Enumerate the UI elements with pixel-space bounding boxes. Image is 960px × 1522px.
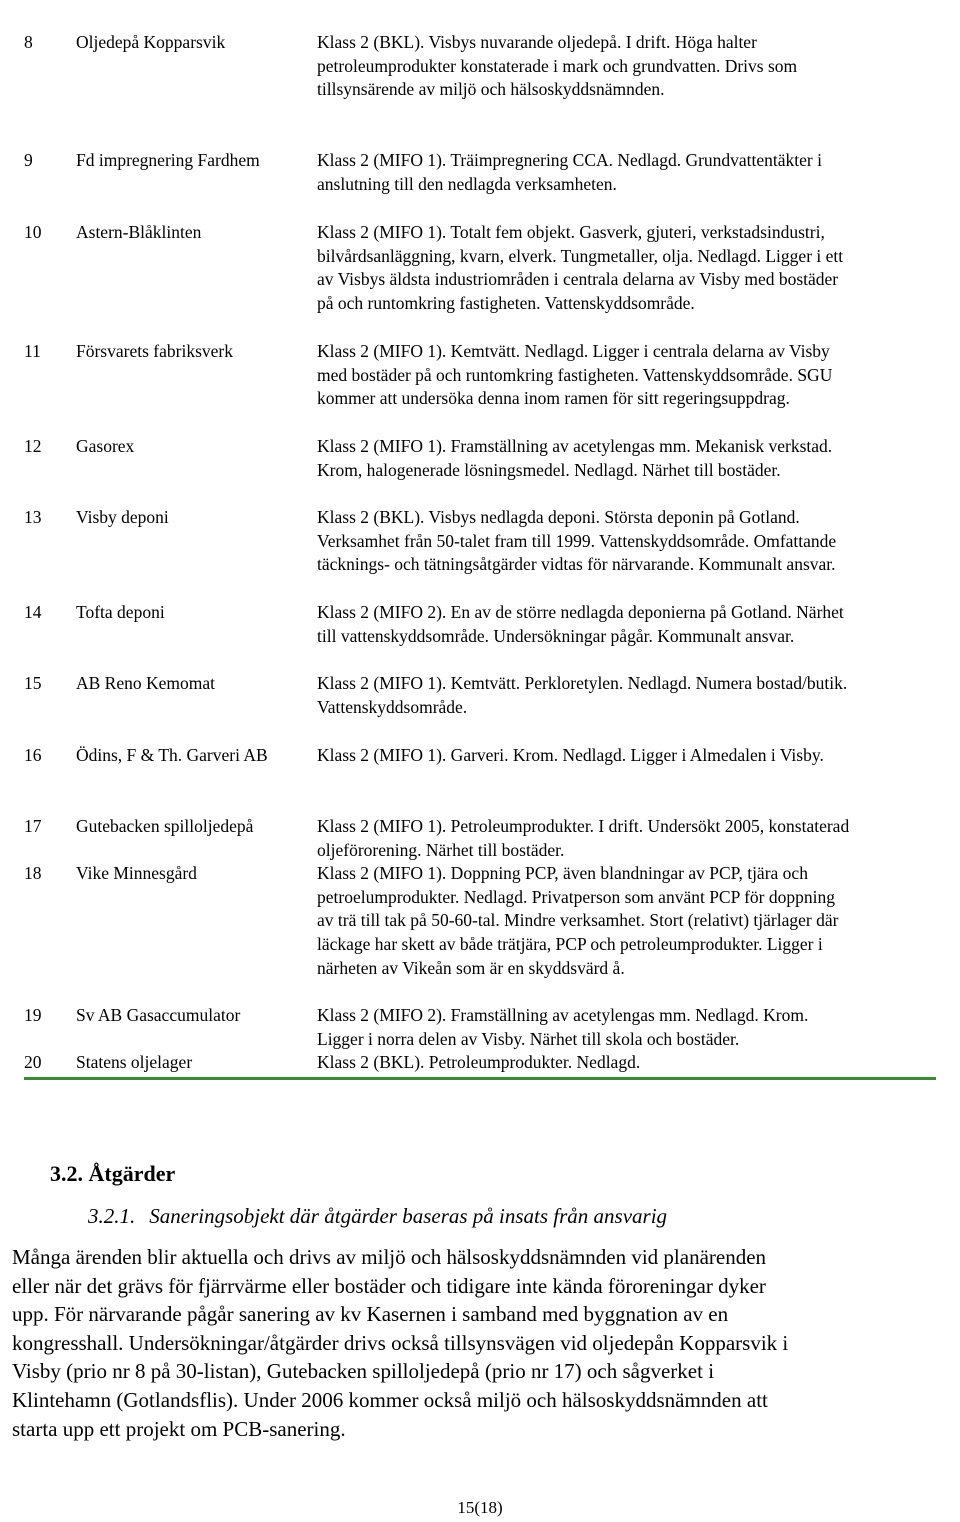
description-line: till vattenskyddsområde. Undersökningar pågår. Kommunalt ansvar. [317, 625, 795, 646]
description-line: Klass 2 (MIFO 1). Kemtvätt. Perkloretylen. Nedlagd. Numera bostad/butik. [317, 673, 848, 693]
description-line: Klass 2 (BKL). Visbys nuvarande oljedepå. I drift. Höga halter [317, 32, 757, 52]
site-name: AB Reno Kemomat [76, 673, 216, 693]
paragraph-line: Klintehamn (Gotlandsflis). Under 2006 kommer också miljö och hälsoskyddsnämnden att [12, 1387, 768, 1412]
row-number: 14 [24, 602, 42, 622]
site-description [317, 340, 957, 411]
site-name: Visby deponi [76, 507, 169, 527]
paragraph-line: upp. För närvarande pågår sanering av kv Kasernen i samband med byggnation av en [12, 1302, 729, 1327]
row-number: 19 [24, 1005, 42, 1025]
site-description [317, 506, 957, 577]
description-line: Klass 2 (MIFO 1). Petroleumprodukter. I drift. Undersökt 2005, konstaterad [317, 816, 850, 836]
description-line: Verksamhet från 50-talet fram till 1999. Vattenskyddsområde. Omfattande [317, 530, 837, 551]
row-number: 15 [24, 673, 42, 693]
row-number: 16 [24, 745, 42, 765]
paragraph-line: starta upp ett projekt om PCB-sanering. [12, 1416, 346, 1441]
site-description [317, 862, 957, 981]
description-line: Klass 2 (MIFO 1). Garveri. Krom. Nedlagd. Ligger i Almedalen i Visby. [317, 745, 824, 765]
section-heading: 3.2. Åtgärder [50, 1161, 176, 1186]
site-name: Gasorex [76, 436, 135, 456]
row-number: 17 [24, 816, 42, 836]
description-line: med bostäder på och runtomkring fastigheten. Vattenskyddsområde. SGU [317, 364, 833, 385]
subsection-title: Saneringsobjekt där åtgärder baseras på insats från ansvarig [149, 1204, 668, 1228]
site-name: Astern-Blåklinten [76, 222, 202, 242]
row-number: 18 [24, 863, 42, 883]
subsection-number: 3.2.1. [88, 1204, 136, 1228]
description-line: Klass 2 (MIFO 1). Totalt fem objekt. Gasverk, gjuteri, verkstadsindustri, [317, 222, 825, 242]
site-name: Sv AB Gasaccumulator [76, 1005, 241, 1025]
site-name: Oljedepå Kopparsvik [76, 32, 226, 52]
description-line: på och runtomkring fastigheten. Vattenskyddsområde. [317, 293, 695, 314]
description-line: Klass 2 (MIFO 2). Framställning av acetylengas mm. Nedlagd. Krom. [317, 1005, 809, 1025]
site-name: Försvarets fabriksverk [76, 341, 233, 361]
description-line: Klass 2 (MIFO 1). Framställning av acetylengas mm. Mekanisk verkstad. [317, 436, 833, 456]
row-number: 13 [24, 507, 42, 527]
description-line: Klass 2 (MIFO 2). En av de större nedlagda deponierna på Gotland. Närhet [317, 602, 844, 622]
site-description [317, 601, 957, 648]
description-line: Krom, halogenerade lösningsmedel. Nedlagd. Närhet till bostäder. [317, 459, 781, 480]
description-line: anslutning till den nedlagda verksamheten. [317, 173, 617, 194]
description-line: tillsynsärende av miljö och hälsoskyddsnämnden. [317, 79, 665, 100]
description-line: Klass 2 (MIFO 1). Träimpregnering CCA. Nedlagd. Grundvattentäkter i [317, 150, 822, 170]
description-line: petroelumprodukter. Nedlagd. Privatperson som använt PCP för doppning [317, 886, 835, 907]
site-name: Fd impregnering Fardhem [76, 150, 260, 170]
table-bottom-rule [24, 1077, 936, 1080]
site-name: Tofta deponi [76, 602, 165, 622]
description-line: Ligger i norra delen av Visby. Närhet till skola och bostäder. [317, 1028, 740, 1049]
site-name: Gutebacken spilloljedepå [76, 816, 254, 836]
description-line: kommer att undersöka denna inom ramen för sitt regeringsuppdrag. [317, 388, 790, 409]
site-description [317, 672, 957, 719]
site-description [317, 149, 957, 196]
description-line: Klass 2 (BKL). Petroleumprodukter. Nedlagd. [317, 1052, 641, 1072]
site-name: Ödins, F & Th. Garveri AB [76, 745, 268, 765]
site-description [317, 744, 957, 768]
description-line: Vattenskyddsområde. [317, 696, 468, 717]
paragraph-line: eller när det grävs för fjärrvärme eller bostäder och tidigare inte kända föroreningar dyker [12, 1273, 766, 1298]
subsection-heading [88, 1203, 667, 1230]
description-line: bilvårdsanläggning, kvarn, elverk. Tungmetaller, olja. Nedlagd. Ligger i ett [317, 245, 844, 266]
site-description [317, 221, 957, 316]
row-number: 12 [24, 436, 42, 456]
site-description [317, 435, 957, 482]
description-line: oljeförorening. Närhet till bostäder. [317, 839, 565, 860]
description-line: av trä till tak på 50-60-tal. Mindre verksamhet. Stort (relativt) tjärlager där [317, 910, 839, 931]
site-description [317, 1051, 957, 1075]
description-line: läckage har skett av både trätjära, PCP och petroleumprodukter. Ligger i [317, 934, 823, 955]
page-number: 15(18) [457, 1498, 503, 1517]
description-line: täcknings- och tätningsåtgärder vidtas för närvarande. Kommunalt ansvar. [317, 554, 836, 575]
row-number: 8 [24, 32, 33, 52]
paragraph-line: Visby (prio nr 8 på 30-listan), Gutebacken spilloljedepå (prio nr 17) och sågverket i [12, 1359, 715, 1384]
row-number: 20 [24, 1052, 42, 1072]
body-paragraph [12, 1243, 952, 1443]
description-line: petroleumprodukter konstaterade i mark och grundvatten. Drivs som [317, 55, 798, 76]
site-description [317, 31, 957, 102]
description-line: av Visbys äldsta industriområden i centrala delarna av Visby med bostäder [317, 269, 839, 290]
row-number: 10 [24, 222, 42, 242]
row-number: 9 [24, 150, 33, 170]
description-line: Klass 2 (BKL). Visbys nedlagda deponi. Största deponin på Gotland. [317, 507, 800, 527]
site-description [317, 815, 957, 862]
description-line: Klass 2 (MIFO 1). Kemtvätt. Nedlagd. Ligger i centrala delarna av Visby [317, 341, 830, 361]
paragraph-line: kongresshall. Undersökningar/åtgärder drivs också tillsynsvägen vid oljedepån Kopparsvik i [12, 1330, 789, 1355]
site-name: Vike Minnesgård [76, 863, 197, 883]
description-line: Klass 2 (MIFO 1). Doppning PCP, även blandningar av PCP, tjära och [317, 863, 808, 883]
paragraph-line: Många ärenden blir aktuella och drivs av miljö och hälsoskyddsnämnden vid planärenden [12, 1245, 767, 1269]
row-number: 11 [24, 341, 41, 361]
site-description [317, 1004, 957, 1051]
description-line: närheten av Vikeån som är en skyddsvärd å. [317, 957, 625, 978]
site-name: Statens oljelager [76, 1052, 193, 1072]
